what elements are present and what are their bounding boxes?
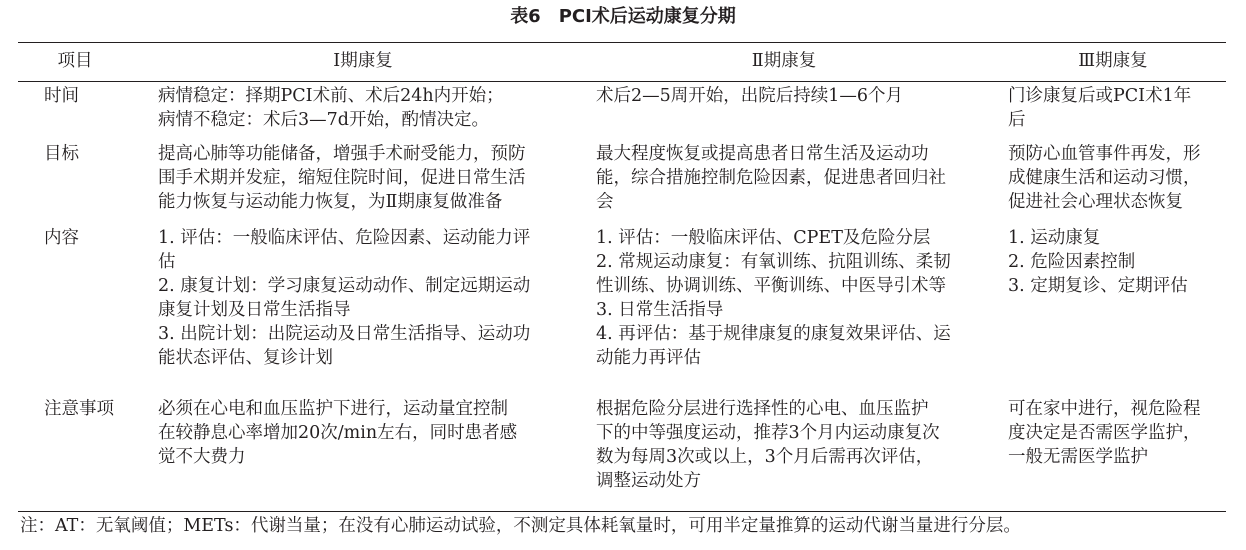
cell-line: 可在家中进行，视危险程 bbox=[1008, 399, 1201, 419]
row-content-item: 内容 bbox=[44, 228, 79, 248]
table-top-rule bbox=[18, 42, 1226, 43]
cell-line: 病情不稳定：术后3—7d开始，酌情决定。 bbox=[158, 110, 489, 130]
cell-line: 2. 常规运动康复：有氧训练、抗阻训练、柔韧 bbox=[596, 252, 951, 272]
cell-line: 觉不大费力 bbox=[158, 447, 246, 467]
row-time-phase-3 bbox=[1008, 84, 1191, 132]
cell-line: 调整运动处方 bbox=[596, 471, 701, 491]
cell-line: 后 bbox=[1008, 110, 1026, 130]
cell-line: 2. 康复计划：学习康复运动动作、制定远期运动 bbox=[158, 276, 531, 296]
row-notes-phase-1 bbox=[158, 397, 517, 469]
row-time-item: 时间 bbox=[44, 86, 79, 106]
cell-line: 3. 定期复诊、定期评估 bbox=[1008, 276, 1188, 296]
row-content-phase-2 bbox=[596, 226, 951, 370]
cell-line: 数为每周3次或以上，3个月后需再次评估， bbox=[596, 447, 934, 467]
header-phase-2: Ⅱ期康复 bbox=[751, 51, 817, 71]
cell-line: 1. 评估：一般临床评估、CPET及危险分层 bbox=[596, 228, 931, 248]
table-header-rule bbox=[18, 81, 1226, 82]
cell-line: 1. 运动康复 bbox=[1008, 228, 1101, 248]
table-footnote: 注：AT：无氧阈值；METs：代谢当量；在没有心肺运动试验，不测定具体耗氧量时，可用半定量推算的运动代谢当量进行分层。 bbox=[20, 516, 1021, 536]
cell-line: 提高心肺等功能储备，增强手术耐受能力，预防 bbox=[158, 144, 526, 164]
row-goal-phase-2 bbox=[596, 142, 946, 214]
cell-line: 性训练、协调训练、平衡训练、中医导引术等 bbox=[596, 276, 946, 296]
header-phase-3: Ⅲ期康复 bbox=[1078, 51, 1148, 71]
cell-line: 度决定是否需医学监护， bbox=[1008, 423, 1201, 443]
cell-line: 1. 评估：一般临床评估、危险因素、运动能力评 bbox=[158, 228, 531, 248]
header-item: 项目 bbox=[57, 51, 93, 71]
row-notes-item: 注意事项 bbox=[44, 399, 114, 419]
row-content-phase-1 bbox=[158, 226, 530, 370]
cell-line: 最大程度恢复或提高患者日常生活及运动功 bbox=[596, 144, 929, 164]
cell-line: 围手术期并发症，缩短住院时间，促进日常生活 bbox=[158, 168, 526, 188]
cell-line: 门诊康复后或PCI术1年 bbox=[1008, 86, 1192, 106]
cell-line: 4. 再评估：基于规律康复的康复效果评估、运 bbox=[596, 324, 951, 344]
row-notes-phase-3 bbox=[1008, 397, 1201, 469]
header-phase-1: Ⅰ期康复 bbox=[333, 51, 393, 71]
cell-line: 能力恢复与运动能力恢复，为Ⅱ期康复做准备 bbox=[158, 192, 503, 212]
cell-line: 能状态评估、复诊计划 bbox=[158, 348, 333, 368]
row-goal-item: 目标 bbox=[44, 144, 79, 164]
cell-line: 能，综合措施控制危险因素，促进患者回归社 bbox=[596, 168, 946, 188]
cell-line: 2. 危险因素控制 bbox=[1008, 252, 1136, 272]
row-notes-phase-2 bbox=[596, 397, 940, 493]
row-goal-phase-3 bbox=[1008, 142, 1201, 214]
row-content-phase-3 bbox=[1008, 226, 1188, 298]
cell-line: 必须在心电和血压监护下进行，运动量宜控制 bbox=[158, 399, 508, 419]
cell-line: 促进社会心理状态恢复 bbox=[1008, 192, 1183, 212]
cell-line: 会 bbox=[596, 192, 614, 212]
row-time-phase-1 bbox=[158, 84, 504, 132]
table-title: 表6 PCI术后运动康复分期 bbox=[510, 6, 736, 27]
cell-line: 动能力再评估 bbox=[596, 348, 701, 368]
cell-line: 3. 出院计划：出院运动及日常生活指导、运动功 bbox=[158, 324, 531, 344]
cell-line: 估 bbox=[158, 252, 176, 272]
cell-line: 病情稳定：择期PCI术前、术后24h内开始； bbox=[158, 86, 504, 106]
cell-line: 一般无需医学监护 bbox=[1008, 447, 1148, 467]
row-time-phase-2 bbox=[596, 84, 903, 108]
cell-line: 在较静息心率增加20次/min左右，同时患者感 bbox=[158, 423, 518, 443]
cell-line: 根据危险分层进行选择性的心电、血压监护 bbox=[596, 399, 929, 419]
cell-line: 康复计划及日常生活指导 bbox=[158, 300, 351, 320]
cell-line: 下的中等强度运动，推荐3个月内运动康复次 bbox=[596, 423, 940, 443]
cell-line: 预防心血管事件再发，形 bbox=[1008, 144, 1201, 164]
cell-line: 术后2—5周开始，出院后持续1—6个月 bbox=[596, 86, 904, 106]
table-bottom-rule bbox=[18, 511, 1226, 512]
cell-line: 3. 日常生活指导 bbox=[596, 300, 724, 320]
cell-line: 成健康生活和运动习惯， bbox=[1008, 168, 1201, 188]
row-goal-phase-1 bbox=[158, 142, 526, 214]
